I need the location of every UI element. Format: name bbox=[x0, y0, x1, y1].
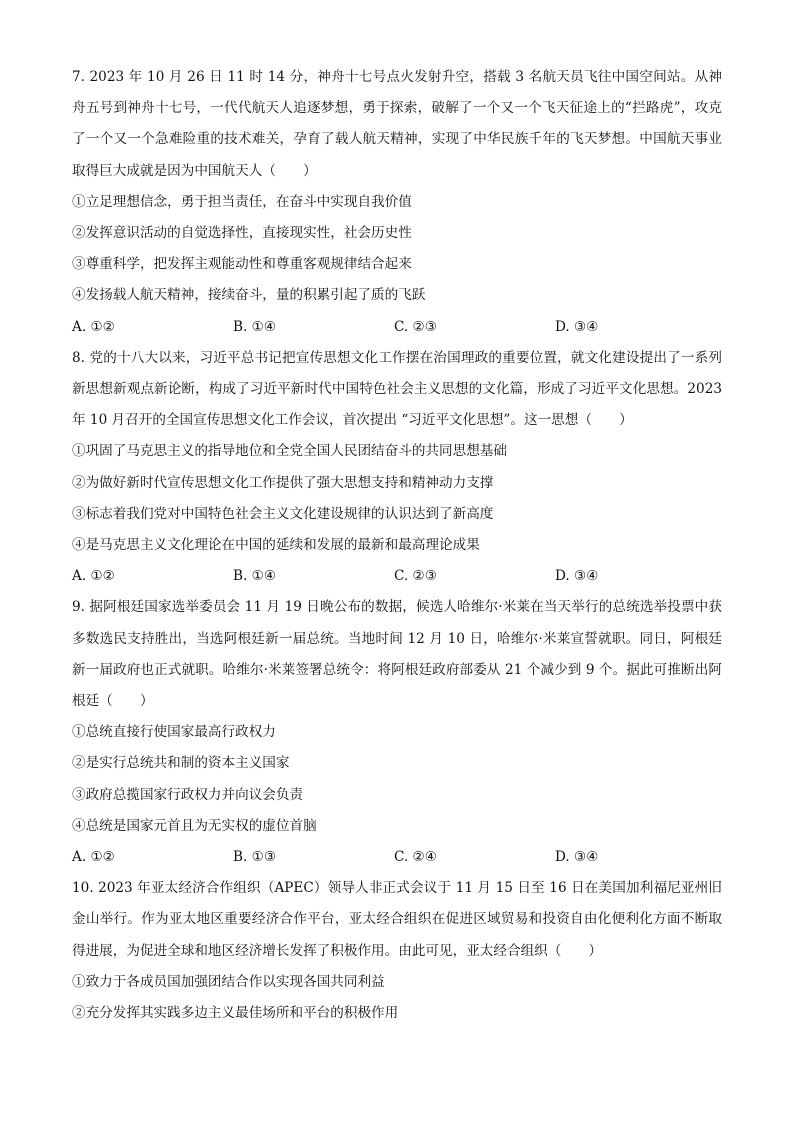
choice-d: D. ③④ bbox=[555, 568, 599, 585]
choice-d: D. ③④ bbox=[555, 849, 599, 866]
statement-option: ③标志着我们党对中国特色社会主义文化建设规律的认识达到了新高度 bbox=[72, 505, 494, 522]
question-stem: 9. 据阿根廷国家选举委员会 11 月 19 日晚公布的数据，候选人哈维尔·米莱在当天举行的总统选举投票中获多数选民支持胜出，当选阿根廷新一届总统。当地时间 12 月 10 日，哈维尔·米莱宣誓就职。同日，阿根廷新一届政府也正式就职。哈维尔·米莱签署总统令：将阿根廷政府部委从 21 个减少到 9 个。据此可推断出阿根廷（ ） bbox=[72, 599, 722, 710]
statement-option: ④总统是国家元首且为无实权的虚位首脑 bbox=[72, 817, 317, 834]
question-7 bbox=[72, 62, 722, 343]
statement-option: ①致力于各成员国加强团结合作以实现各国共同利益 bbox=[72, 973, 385, 990]
statement-option: ③尊重科学，把发挥主观能动性和尊重客观规律结合起来 bbox=[72, 256, 412, 273]
question-stem: 10. 2023 年亚太经济合作组织（APEC）领导人非正式会议于 11 月 15 日至 16 日在美国加利福尼亚州旧金山举行。作为亚太地区重要经济合作平台，亚太经合组织在促进区域贸易和投资自由化便利化方面不断取得进展，为促进全球和地区经济增长发挥了积极作用。由此可见，亚太经合组织（ ） bbox=[72, 880, 722, 959]
statement-option: ①巩固了马克思主义的指导地位和全党全国人民团结奋斗的共同思想基础 bbox=[72, 443, 507, 460]
question-9 bbox=[72, 592, 722, 873]
statement-option: ②是实行总统共和制的资本主义国家 bbox=[72, 755, 290, 772]
choice-c: C. ②④ bbox=[394, 849, 437, 866]
choice-b: B. ①④ bbox=[233, 318, 277, 335]
answer-choices bbox=[72, 312, 722, 343]
answer-choices bbox=[72, 842, 722, 873]
statement-option: ③政府总揽国家行政权力并向议会负责 bbox=[72, 786, 304, 803]
choice-c: C. ②③ bbox=[394, 568, 437, 585]
statement-option: ②充分发挥其实践多边主义最佳场所和平台的积极作用 bbox=[72, 1005, 399, 1022]
question-8 bbox=[72, 343, 722, 593]
choice-c: C. ②③ bbox=[394, 318, 437, 335]
statement-option: ①总统直接行使国家最高行政权力 bbox=[72, 724, 276, 741]
choice-b: B. ①④ bbox=[233, 568, 277, 585]
question-stem: 7. 2023 年 10 月 26 日 11 时 14 分，神舟十七号点火发射升空，搭载 3 名航天员飞往中国空间站。从神舟五号到神舟十七号，一代代航天人追逐梦想，勇于探索，破解了一个又一个飞天征途上的“拦路虎”，攻克了一个又一个急难险重的技术难关，孕育了载人航天精神，实现了中华民族千年的飞天梦想。中国航天事业取得巨大成就是因为中国航天人（ ） bbox=[72, 69, 722, 179]
statement-option: ②为做好新时代宣传思想文化工作提供了强大思想支持和精神动力支撑 bbox=[72, 474, 494, 491]
statement-option: ②发挥意识活动的自觉选择性，直接现实性，社会历史性 bbox=[72, 225, 412, 242]
statement-option: ①立足理想信念，勇于担当责任，在奋斗中实现自我价值 bbox=[72, 193, 412, 210]
answer-choices bbox=[72, 561, 722, 592]
choice-b: B. ①③ bbox=[233, 849, 277, 866]
question-stem: 8. 党的十八大以来，习近平总书记把宣传思想文化工作摆在治国理政的重要位置，就文化建设提出了一系列新思想新观点新论断，构成了习近平新时代中国特色社会主义思想的文化篇，形成了习近平文化思想。2023 年 10 月召开的全国宣传思想文化工作会议，首次提出 “习近平文化思想”。这一思想（ ） bbox=[72, 349, 722, 429]
statement-option: ④发扬载人航天精神，接续奋斗，量的积累引起了质的飞跃 bbox=[72, 287, 426, 304]
choice-a: A. ①② bbox=[72, 568, 115, 585]
choice-a: A. ①② bbox=[72, 318, 115, 335]
choice-a: A. ①② bbox=[72, 849, 115, 866]
question-10 bbox=[72, 873, 722, 1029]
question-list bbox=[72, 62, 722, 1029]
choice-d: D. ③④ bbox=[555, 318, 599, 335]
statement-option: ④是马克思主义文化理论在中国的延续和发展的最新和最高理论成果 bbox=[72, 537, 480, 554]
